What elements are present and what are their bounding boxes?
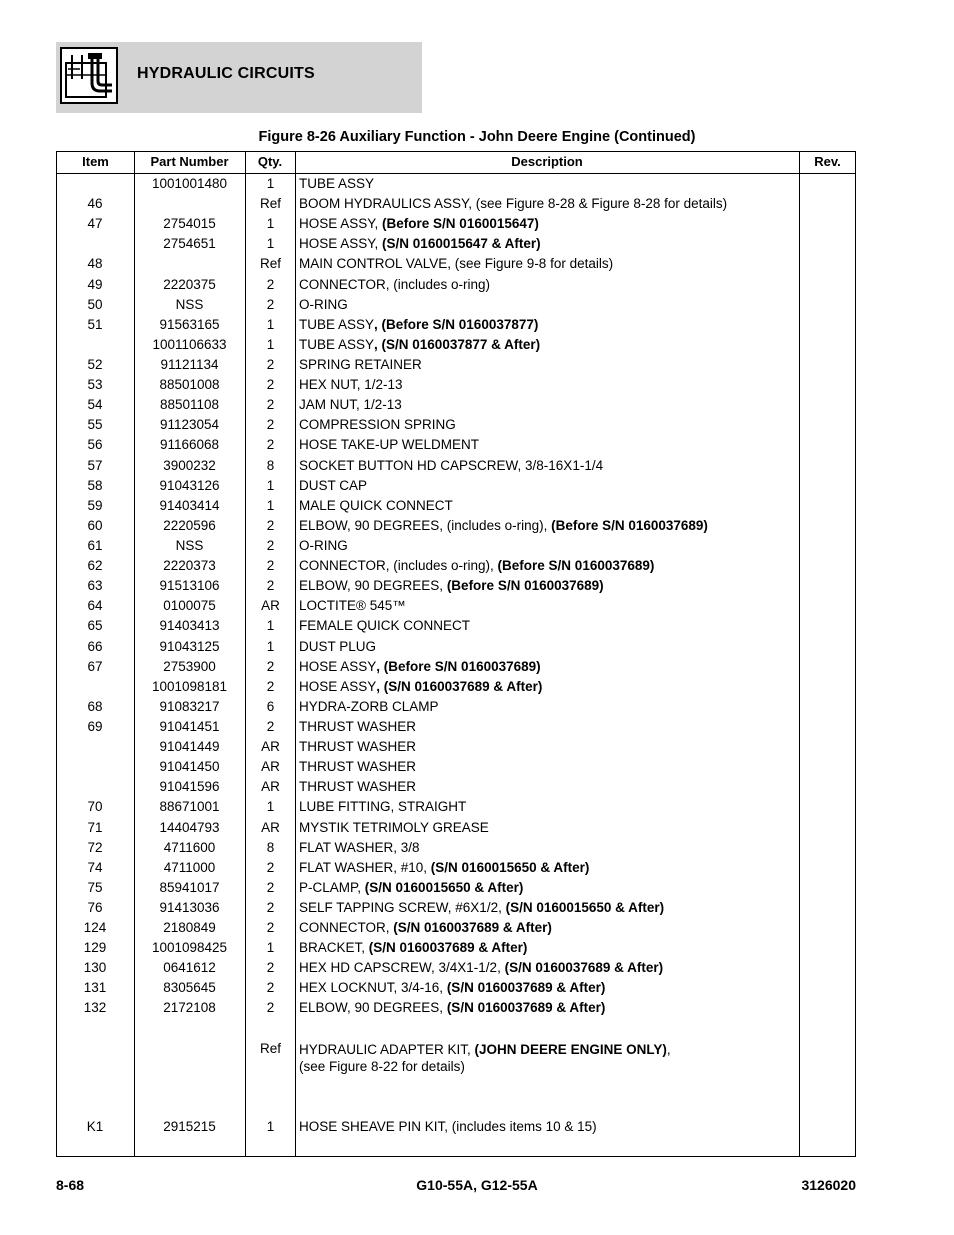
description-text: SOCKET BUTTON HD CAPSCREW, 3/8-16X1-1/4 — [299, 457, 604, 473]
description-cell — [299, 958, 799, 978]
qty-cell: AR — [261, 779, 280, 795]
qty-cell: Ref — [259, 256, 281, 272]
serial-number-note: (S/N 0160037689 & After) — [393, 920, 552, 936]
table-row — [57, 254, 855, 274]
description-cell — [299, 194, 799, 214]
part-number-cell: 2172108 — [163, 1000, 216, 1016]
part-number-cell: 8305645 — [163, 980, 216, 996]
table-row — [57, 717, 855, 737]
item-cell: 64 — [87, 598, 103, 614]
table-row — [57, 616, 855, 636]
qty-cell: AR — [261, 819, 280, 835]
description-cell — [299, 536, 799, 556]
description-cell — [299, 214, 799, 234]
item-cell: 76 — [87, 899, 103, 915]
description-cell — [299, 295, 799, 315]
item-cell — [57, 737, 133, 757]
part-number-cell: 0641612 — [163, 960, 216, 976]
item-cell: 57 — [87, 457, 103, 473]
description-text: ELBOW, 90 DEGREES, (includes o-ring), — [299, 517, 552, 533]
table-row — [57, 315, 855, 335]
item-cell: 54 — [87, 397, 103, 413]
serial-number-note: (Before S/N 0160015647) — [382, 216, 539, 232]
item-cell: 46 — [87, 196, 103, 212]
part-number-cell: 91043126 — [159, 477, 220, 493]
item-cell — [57, 677, 133, 697]
item-cell: 68 — [87, 698, 103, 714]
description-cell — [299, 737, 799, 757]
table-body — [57, 174, 855, 1137]
qty-cell: 2 — [266, 377, 275, 393]
description-text: O-RING — [299, 537, 348, 553]
item-cell: 71 — [87, 819, 103, 835]
serial-number-note: , (Before S/N 0160037689) — [376, 658, 541, 674]
table-row — [57, 456, 855, 476]
part-number-cell: 91121134 — [160, 356, 219, 372]
description-cell — [299, 355, 799, 375]
table-row — [57, 697, 855, 717]
qty-cell: 2 — [266, 879, 275, 895]
description-text: THRUST WASHER — [299, 739, 417, 755]
item-cell: 51 — [87, 316, 103, 332]
part-number-cell: 2754015 — [163, 216, 216, 232]
part-number-cell: 88501108 — [159, 397, 220, 413]
part-number-cell: 2220596 — [163, 517, 216, 533]
qty-cell: 2 — [266, 356, 275, 372]
qty-cell: AR — [261, 759, 280, 775]
item-cell: 74 — [87, 859, 103, 875]
description-text: FLAT WASHER, 3/8 — [299, 839, 420, 855]
table-row — [57, 556, 855, 576]
item-cell: 67 — [87, 658, 103, 674]
item-cell: 124 — [83, 920, 107, 936]
description-cell — [299, 435, 799, 455]
item-cell: 66 — [87, 638, 103, 654]
description-text: MYSTIK TETRIMOLY GREASE — [299, 819, 489, 835]
description-text: TUBE ASSY — [299, 336, 375, 352]
item-cell: 132 — [83, 1000, 107, 1016]
section-title: HYDRAULIC CIRCUITS — [137, 65, 315, 82]
item-cell — [57, 757, 133, 777]
description-cell — [299, 234, 799, 254]
part-number-cell: 2915215 — [163, 1118, 216, 1134]
part-number-cell: NSS — [175, 296, 204, 312]
item-cell: 50 — [87, 296, 103, 312]
description-cell — [299, 315, 799, 335]
description-cell — [299, 335, 799, 355]
description-cell — [299, 415, 799, 435]
qty-cell: 1 — [266, 497, 275, 513]
row-spacer — [57, 1019, 855, 1039]
description-text: HOSE ASSY, — [299, 216, 383, 232]
part-number-cell: 1001106633 — [152, 336, 227, 352]
item-cell: 47 — [87, 216, 103, 232]
qty-cell: AR — [261, 739, 280, 755]
engine-note: (JOHN DEERE ENGINE ONLY) — [474, 1041, 667, 1057]
qty-cell: 2 — [266, 678, 275, 694]
item-cell: 60 — [87, 517, 103, 533]
table-row — [57, 335, 855, 355]
serial-number-note: (Before S/N 0160037689) — [497, 558, 655, 574]
part-number-cell: 91413036 — [159, 899, 220, 915]
description-cell — [299, 1041, 799, 1081]
table-row — [57, 355, 855, 375]
part-number-cell: 91041449 — [159, 739, 220, 755]
description-text: THRUST WASHER — [299, 779, 417, 795]
table-row — [57, 1117, 855, 1137]
column-header-part-number: Part Number — [150, 154, 229, 169]
item-cell: 58 — [87, 477, 103, 493]
table-row — [57, 275, 855, 295]
item-cell: 129 — [83, 940, 107, 956]
description-text: MAIN CONTROL VALVE, (see Figure 9-8 for details) — [299, 256, 614, 272]
part-number-cell: 1001098181 — [151, 678, 228, 694]
description-text: LUBE FITTING, STRAIGHT — [299, 799, 467, 815]
qty-cell: 1 — [266, 638, 275, 654]
description-suffix: , — [666, 1041, 671, 1057]
description-text: HEX HD CAPSCREW, 3/4X1-1/2, — [299, 960, 505, 976]
qty-cell: 2 — [266, 417, 275, 433]
serial-number-note: (Before S/N 0160037689) — [446, 578, 604, 594]
page-number: 8-68 — [56, 1177, 85, 1193]
description-text: O-RING — [299, 296, 348, 312]
description-text: FLAT WASHER, #10, — [299, 859, 431, 875]
description-text: HOSE TAKE-UP WELDMENT — [299, 437, 480, 453]
item-cell — [57, 335, 133, 355]
description-cell — [299, 717, 799, 737]
description-text: THRUST WASHER — [299, 718, 417, 734]
table-row — [57, 898, 855, 918]
description-text: CONNECTOR, (includes o-ring) — [299, 276, 491, 292]
item-cell: 52 — [87, 356, 103, 372]
qty-cell: 2 — [266, 537, 275, 553]
column-header-qty: Qty. — [257, 154, 283, 169]
item-cell — [57, 777, 133, 797]
table-row — [57, 295, 855, 315]
part-number-cell: 91041450 — [159, 759, 220, 775]
qty-cell: 6 — [266, 698, 275, 714]
qty-cell: 2 — [266, 397, 275, 413]
serial-number-note: (S/N 0160015650 & After) — [364, 879, 524, 895]
description-cell — [299, 818, 799, 838]
description-cell — [299, 858, 799, 878]
table-row — [57, 938, 855, 958]
description-text: HYDRA-ZORB CLAMP — [299, 698, 439, 714]
table-row — [57, 797, 855, 817]
qty-cell: 1 — [266, 799, 275, 815]
serial-number-note: (S/N 0160015650 & After) — [430, 859, 590, 875]
part-number-cell: 91041451 — [159, 718, 220, 734]
description-text: HEX LOCKNUT, 3/4-16, — [299, 980, 447, 996]
qty-cell: 1 — [266, 176, 275, 191]
qty-cell: 1 — [266, 618, 275, 634]
qty-cell: 2 — [266, 578, 275, 594]
description-text: MALE QUICK CONNECT — [299, 497, 453, 513]
description-text: TUBE ASSY — [299, 316, 375, 332]
description-cell — [299, 275, 799, 295]
description-text: DUST PLUG — [299, 638, 377, 654]
part-number-cell: 2220373 — [163, 558, 216, 574]
item-cell — [57, 174, 133, 194]
part-number-cell — [134, 1039, 245, 1059]
description-cell — [299, 978, 799, 998]
description-cell — [299, 496, 799, 516]
parts-table — [56, 151, 856, 1157]
description-cell — [299, 878, 799, 898]
qty-cell: 2 — [266, 658, 275, 674]
qty-cell: 2 — [266, 437, 275, 453]
table-row — [57, 476, 855, 496]
table-row — [57, 677, 855, 697]
table-row-kit — [57, 1039, 855, 1079]
qty-cell: 1 — [266, 316, 275, 332]
part-number-cell: 4711000 — [163, 859, 216, 875]
item-cell: 48 — [87, 256, 103, 272]
table-row — [57, 838, 855, 858]
part-number-cell: 91513106 — [159, 578, 220, 594]
description-cell — [299, 898, 799, 918]
description-cell: HOSE SHEAVE PIN KIT, (includes items 10 & 15) — [299, 1118, 597, 1134]
qty-cell: 1 — [266, 236, 275, 252]
item-cell — [57, 234, 133, 254]
row-spacer — [57, 1079, 855, 1117]
table-row — [57, 214, 855, 234]
table-row — [57, 435, 855, 455]
description-text: HOSE ASSY, — [299, 236, 383, 252]
description-text: JAM NUT, 1/2-13 — [299, 397, 402, 413]
part-number-cell: 14404793 — [159, 819, 220, 835]
description-cell — [299, 375, 799, 395]
description-cell — [299, 174, 799, 194]
qty-cell: 1 — [266, 477, 275, 493]
description-cell — [299, 797, 799, 817]
part-number-cell: 0100075 — [163, 598, 216, 614]
description-text: CONNECTOR, — [299, 920, 394, 936]
part-number-cell: 2220375 — [163, 276, 216, 292]
qty-cell: 2 — [266, 980, 275, 996]
description-text: DUST CAP — [299, 477, 368, 493]
table-row — [57, 375, 855, 395]
serial-number-note: (S/N 0160015650 & After) — [505, 899, 665, 915]
qty-cell: 8 — [266, 839, 275, 855]
table-row — [57, 757, 855, 777]
table-row — [57, 657, 855, 677]
item-cell: 70 — [87, 799, 103, 815]
table-row — [57, 516, 855, 536]
part-number-cell: 3900232 — [163, 457, 216, 473]
description-text: HOSE ASSY — [299, 678, 377, 694]
item-cell: 61 — [87, 537, 103, 553]
qty-cell: 8 — [266, 457, 275, 473]
table-row — [57, 536, 855, 556]
part-number-cell: 91563165 — [159, 316, 220, 332]
item-cell: 53 — [87, 377, 103, 393]
part-number-cell: 88671001 — [159, 799, 220, 815]
column-header-rev: Rev. — [814, 154, 841, 169]
qty-cell: AR — [261, 598, 280, 614]
description-text: ELBOW, 90 DEGREES, — [299, 578, 447, 594]
description-cell — [299, 637, 799, 657]
qty-cell: 2 — [266, 296, 275, 312]
description-cell — [299, 395, 799, 415]
item-cell: 56 — [87, 437, 103, 453]
table-row — [57, 576, 855, 596]
serial-number-note: (Before S/N 0160037689) — [551, 517, 708, 533]
description-text: CONNECTOR, (includes o-ring), — [299, 558, 498, 574]
description-cell — [299, 616, 799, 636]
table-row — [57, 415, 855, 435]
description-cell — [299, 476, 799, 496]
table-row — [57, 858, 855, 878]
serial-number-note: , (Before S/N 0160037877) — [374, 316, 539, 332]
qty-cell: 2 — [266, 899, 275, 915]
description-text: COMPRESSION SPRING — [299, 417, 456, 433]
qty-cell: 2 — [266, 920, 275, 936]
item-cell — [57, 1039, 133, 1059]
serial-number-note: , (S/N 0160037689 & After) — [376, 678, 543, 694]
serial-number-note: (S/N 0160037689 & After) — [368, 940, 528, 956]
qty-cell: 2 — [266, 718, 275, 734]
description-cell — [299, 596, 799, 616]
item-cell: K1 — [86, 1118, 104, 1134]
qty-cell: 2 — [266, 859, 275, 875]
item-cell: 63 — [87, 578, 103, 594]
qty-cell: 2 — [266, 558, 275, 574]
qty-cell: Ref — [259, 1040, 281, 1056]
table-row — [57, 174, 855, 194]
hydraulic-reservoir-icon — [60, 47, 118, 104]
serial-number-note: , (S/N 0160037877 & After) — [374, 336, 541, 352]
part-number-cell: 91043125 — [159, 638, 220, 654]
serial-number-note: (S/N 0160037689 & After) — [446, 1000, 606, 1016]
description-text: ELBOW, 90 DEGREES, — [299, 1000, 447, 1016]
part-number-cell: 88501008 — [159, 377, 220, 393]
column-header-item: Item — [82, 154, 109, 169]
part-number-cell — [134, 254, 245, 274]
qty-cell: 2 — [266, 1000, 275, 1016]
table-row — [57, 737, 855, 757]
table-row — [57, 777, 855, 797]
item-cell: 49 — [87, 276, 103, 292]
description-text: SPRING RETAINER — [299, 356, 422, 372]
item-cell: 65 — [87, 618, 103, 634]
item-cell: 75 — [87, 879, 103, 895]
item-cell: 59 — [87, 497, 103, 513]
description-cell — [299, 998, 799, 1018]
description-reference: (see Figure 8-22 for details) — [299, 1058, 465, 1074]
qty-cell: 2 — [266, 960, 275, 976]
table-row — [57, 194, 855, 214]
description-cell — [299, 516, 799, 536]
description-cell — [299, 838, 799, 858]
description-text: TUBE ASSY — [299, 176, 375, 191]
item-cell: 69 — [87, 718, 103, 734]
part-number-cell: 2180849 — [163, 920, 216, 936]
description-cell — [299, 254, 799, 274]
part-number-cell: 85941017 — [159, 879, 220, 895]
description-cell — [299, 657, 799, 677]
table-row — [57, 395, 855, 415]
description-cell — [299, 576, 799, 596]
model-label: G10-55A, G12-55A — [416, 1177, 538, 1193]
description-text: HYDRAULIC ADAPTER KIT, — [299, 1041, 475, 1057]
part-number-cell — [134, 194, 245, 214]
doc-number: 3126020 — [801, 1177, 856, 1193]
item-cell: 130 — [83, 960, 107, 976]
part-number-cell: 1001001480 — [151, 176, 228, 191]
table-row — [57, 496, 855, 516]
part-number-cell: 91123054 — [159, 417, 220, 433]
table-row — [57, 918, 855, 938]
qty-cell: 1 — [266, 1118, 275, 1134]
serial-number-note: (S/N 0160037689 & After) — [446, 980, 606, 996]
qty-cell: 1 — [266, 336, 275, 352]
serial-number-note: (S/N 0160037689 & After) — [504, 960, 664, 976]
part-number-cell: 2753900 — [163, 658, 216, 674]
part-number-cell: 4711600 — [163, 839, 216, 855]
description-text: BRACKET, — [299, 940, 369, 956]
part-number-cell: 1001098425 — [151, 940, 228, 956]
qty-cell: 1 — [266, 940, 275, 956]
qty-cell: 2 — [266, 517, 275, 533]
qty-cell: 1 — [266, 216, 275, 232]
figure-title: Figure 8-26 Auxiliary Function - John Deere Engine (Continued) — [258, 129, 696, 145]
table-row — [57, 234, 855, 254]
description-text: FEMALE QUICK CONNECT — [299, 618, 471, 634]
description-cell — [299, 918, 799, 938]
item-cell: 72 — [87, 839, 103, 855]
part-number-cell: 91166068 — [159, 437, 220, 453]
description-cell — [299, 757, 799, 777]
description-cell — [299, 697, 799, 717]
description-text: LOCTITE® 545™ — [299, 598, 406, 614]
description-text: BOOM HYDRAULICS ASSY, (see Figure 8-28 & Figure 8-28 for details) — [299, 196, 728, 212]
table-row — [57, 818, 855, 838]
table-row — [57, 878, 855, 898]
table-row — [57, 596, 855, 616]
description-text: HOSE ASSY — [299, 658, 377, 674]
item-cell: 131 — [83, 980, 107, 996]
part-number-cell: 91083217 — [159, 698, 220, 714]
description-text: HEX NUT, 1/2-13 — [299, 377, 403, 393]
description-cell — [299, 456, 799, 476]
column-header-description: Description — [511, 154, 583, 169]
description-text: P-CLAMP, — [299, 879, 365, 895]
qty-cell: Ref — [259, 196, 281, 212]
part-number-cell: 91403414 — [159, 497, 220, 513]
item-cell: 55 — [87, 417, 103, 433]
description-text: THRUST WASHER — [299, 759, 417, 775]
qty-cell: 2 — [266, 276, 275, 292]
table-row — [57, 998, 855, 1018]
description-cell — [299, 777, 799, 797]
part-number-cell: 2754651 — [163, 236, 216, 252]
description-cell — [299, 938, 799, 958]
serial-number-note: (S/N 0160015647 & After) — [382, 236, 541, 252]
table-row — [57, 637, 855, 657]
description-text: SELF TAPPING SCREW, #6X1/2, — [299, 899, 506, 915]
part-number-cell: NSS — [175, 537, 204, 553]
item-cell: 62 — [87, 558, 103, 574]
part-number-cell: 91041596 — [159, 779, 220, 795]
table-row — [57, 978, 855, 998]
description-cell — [299, 677, 799, 697]
table-row — [57, 958, 855, 978]
description-cell — [299, 556, 799, 576]
part-number-cell: 91403413 — [159, 618, 220, 634]
